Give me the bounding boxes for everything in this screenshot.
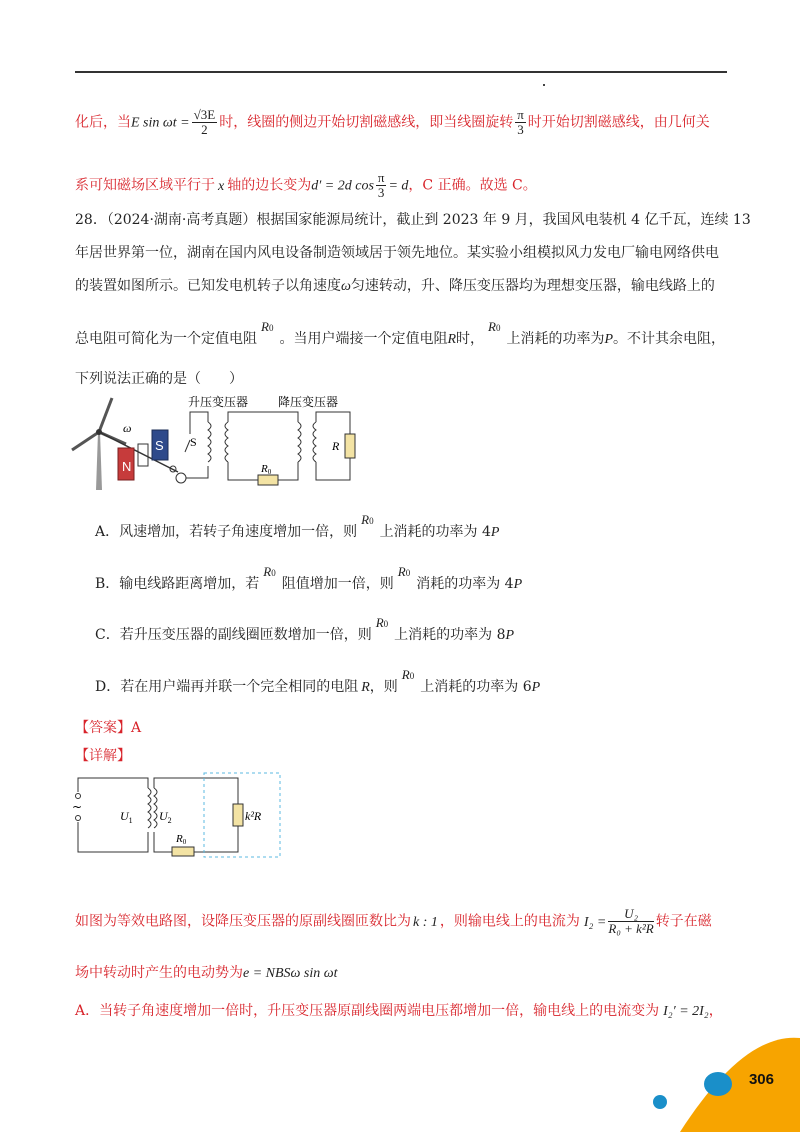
option-b: [95, 564, 523, 595]
text: 如图为等效电路图，设降压变压器的原副线圈匝数比为: [75, 913, 411, 930]
text: A．当转子角速度增加一倍时，升压变压器原副线圈两端电压都增加一倍，输电线上的电流变为: [75, 1003, 660, 1019]
text: 时，线圈的侧边开始切割磁感线，即当线圈旋转: [219, 114, 514, 131]
blue-circle-small: [653, 1095, 667, 1109]
orange-corner-shape: [680, 1038, 800, 1132]
text: 的装置如图所示。已知发电机转子以角速度: [75, 278, 341, 294]
text: 转子在磁: [655, 913, 712, 930]
option-d: [95, 667, 541, 698]
denominator: 2: [201, 122, 208, 137]
r0-symbol: R0: [401, 667, 415, 682]
r0-symbol: R0: [375, 615, 389, 630]
fraction: [192, 108, 218, 137]
question-line-1: 28．（2024·湖南·高考真题）根据国家能源局统计，截止到 2023 年 9 月，我国风电装机 4 亿千瓦，连续 13: [75, 212, 751, 228]
wire: [78, 778, 148, 792]
fraction: [608, 907, 653, 936]
secondary-coil-icon: [154, 788, 157, 828]
text: B．输电线路距离增加，若: [95, 576, 260, 592]
page-number: 306: [748, 1071, 774, 1088]
wire: [78, 822, 148, 852]
wire: [194, 826, 238, 852]
denominator: 3: [377, 185, 385, 200]
text: 上消耗的功率为 4: [379, 524, 491, 540]
question-line-3: [75, 276, 715, 297]
question-line-4: [75, 319, 726, 350]
detail-label: 【详解】: [75, 748, 131, 764]
numerator: π: [517, 107, 524, 122]
text: 时开始切割磁感线，由几何关: [527, 114, 710, 131]
question-line-2: 年居世界第一位，湖南在国内风电设备制造领域居于领先地位。某实验小组模拟风力发电厂输电网络供电: [75, 245, 719, 261]
terminal: [76, 816, 81, 821]
text: 上消耗的功率为 8: [394, 627, 506, 643]
text: 阻值增加一倍，则: [281, 576, 394, 592]
option-c: [95, 615, 515, 646]
math: e = NBSω sin ωt: [243, 966, 338, 981]
r0-resistor: [258, 475, 278, 485]
math: P: [505, 628, 515, 643]
explanation-line-1: [75, 907, 712, 936]
math: P: [513, 577, 523, 592]
text: 。当用户端接一个定值电阻: [279, 331, 448, 347]
decor-dot: [543, 84, 545, 86]
r0-symbol: R0: [361, 512, 374, 527]
r0-symbol: R0: [488, 319, 501, 334]
text: 消耗的功率为 4: [416, 576, 514, 592]
text: 上消耗的功率为: [506, 331, 605, 347]
math: P: [531, 680, 541, 695]
math: E sin ωt =: [131, 115, 190, 131]
text: A．风速增加，若转子角速度增加一倍，则: [95, 524, 358, 540]
answer-label: 【答案】A: [75, 720, 142, 736]
numerator: π: [377, 170, 385, 185]
text: ，C 正确。故选 C。: [408, 177, 537, 194]
option-a: [95, 512, 500, 543]
denominator: R₀ + k²R: [608, 921, 654, 936]
switch-label: S: [190, 435, 197, 449]
header-rule: [75, 71, 727, 73]
text: ，则: [369, 679, 398, 695]
equivalent-circuit-figure: [68, 770, 288, 860]
step-down-label: 降压变压器: [278, 395, 339, 409]
load-resistor: [233, 804, 243, 826]
math: = d: [388, 178, 409, 194]
math: R: [447, 332, 457, 347]
blue-circle-large: [704, 1072, 732, 1096]
terminal: [76, 794, 81, 799]
omega-label: ω: [123, 421, 132, 435]
wire: [186, 466, 208, 478]
math: d′ = 2d cos: [311, 178, 374, 194]
load-resistor: [345, 434, 355, 458]
math: I₂ =: [583, 914, 607, 930]
text: ，: [708, 1003, 723, 1019]
text: 轴的边长变为: [227, 177, 312, 194]
wire: [154, 832, 172, 852]
r0-symbol: R0: [263, 564, 276, 579]
math: P: [490, 525, 500, 540]
math: x: [218, 178, 225, 194]
text: 总电阻可简化为一个定值电阻: [75, 331, 257, 347]
step-up-label: 升压变压器: [188, 395, 249, 409]
turbine-blade: [99, 398, 112, 432]
wire: [228, 412, 298, 422]
generator-circuit-figure: [68, 392, 368, 500]
s-pole-label: S: [155, 438, 164, 453]
primary-coil-icon: [208, 422, 211, 462]
primary-coil-icon: [298, 422, 301, 462]
text: 系可知磁场区域平行于: [75, 177, 215, 194]
wire: [190, 412, 208, 434]
r-label: R: [332, 439, 340, 453]
wire: [154, 778, 238, 804]
omega-symbol: ω: [341, 279, 351, 294]
r0-symbol: R0: [261, 319, 274, 334]
k2r-label: k²R: [245, 809, 262, 823]
numerator: U₂: [608, 907, 653, 922]
r0-label: R0: [261, 463, 272, 476]
turbine-blade: [72, 432, 99, 450]
denominator: 3: [517, 122, 524, 137]
ac-source-icon: ~: [72, 800, 83, 814]
fraction: [515, 108, 526, 137]
text: 场中转动时产生的电动势为: [75, 965, 243, 981]
explanation-line-3: [75, 1001, 723, 1022]
math: P: [604, 332, 614, 347]
n-pole-label: N: [122, 459, 132, 474]
r0-label: R0: [176, 833, 187, 846]
text: D．若在用户端再并联一个完全相同的电阻: [95, 679, 359, 695]
math: k : 1: [413, 914, 438, 930]
carry-line-1: [75, 108, 710, 137]
text: 时，: [456, 331, 485, 347]
u2-label: $U_2$: [159, 809, 172, 825]
r0-resistor: [172, 847, 194, 856]
math: R: [361, 680, 370, 695]
text: 上消耗的功率为 6: [420, 679, 532, 695]
text: C．若升压变压器的副线圈匝数增加一倍，则: [95, 627, 372, 643]
math: I₂′ = 2I₂: [663, 1004, 709, 1019]
wire: [316, 412, 350, 434]
secondary-coil-icon: [313, 422, 316, 462]
secondary-coil-icon: [225, 422, 228, 462]
wire: [316, 458, 350, 480]
page-corner-decoration: [640, 1030, 800, 1132]
wire: [228, 462, 258, 480]
numerator: √3E: [193, 107, 216, 122]
r0-symbol: R0: [397, 564, 411, 579]
question-line-5: 下列说法正确的是（ ）: [75, 371, 243, 387]
slip-ring: [176, 473, 186, 483]
primary-coil-icon: [148, 788, 151, 828]
text: 匀速转动，升、降压变压器均为理想变压器，输电线路上的: [350, 278, 715, 294]
text: 。不计其余电阻，: [613, 331, 726, 347]
wire: [278, 462, 298, 480]
fraction: [376, 171, 387, 200]
u1-label: $U_1$: [120, 809, 133, 825]
turbine-tower: [96, 432, 102, 490]
explanation-line-2: [75, 963, 338, 984]
text: ，则输电线上的电流为: [439, 913, 580, 930]
carry-line-2: [75, 171, 537, 200]
text: 化后，当: [75, 114, 131, 131]
